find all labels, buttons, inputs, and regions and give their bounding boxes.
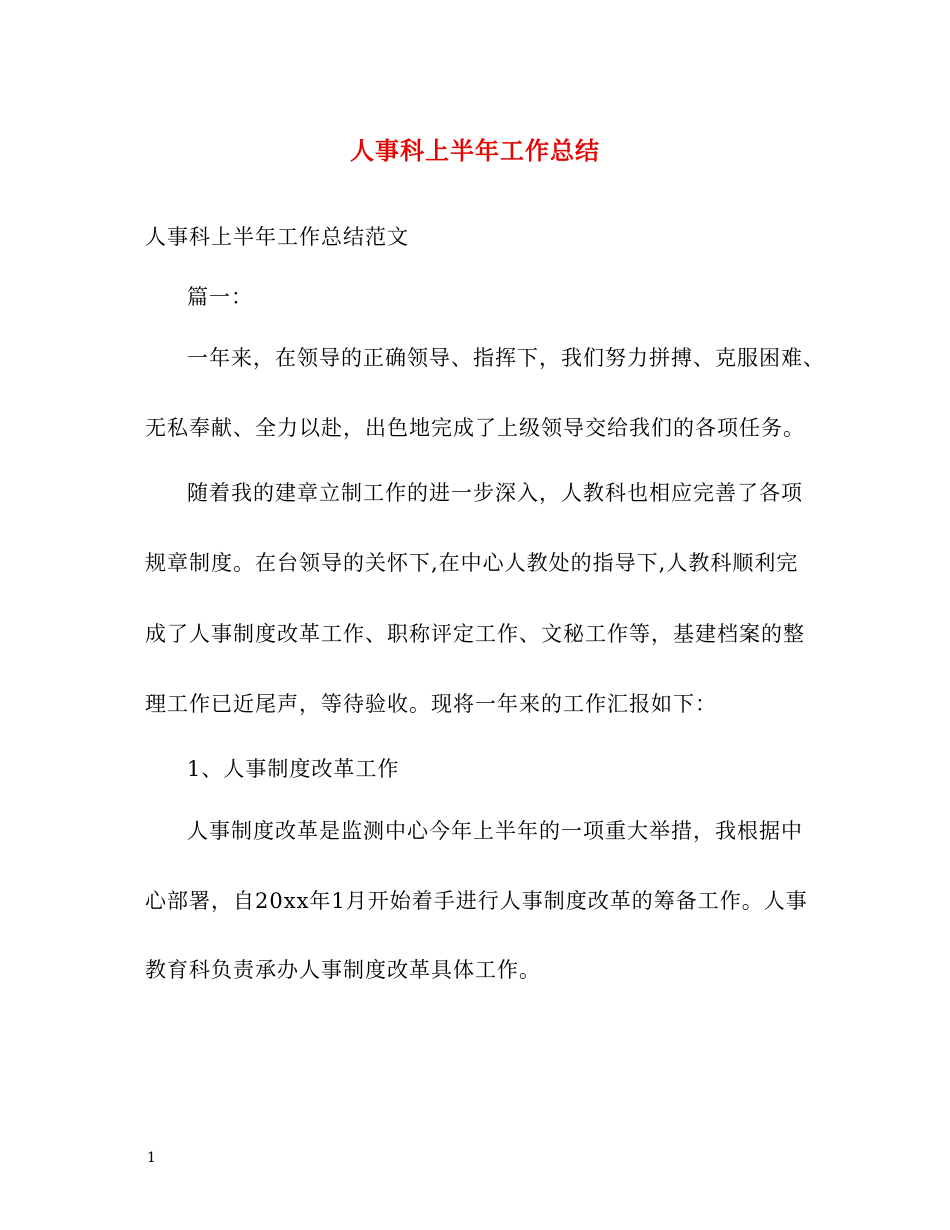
paragraph-line: 人事制度改革是监测中心今年上半年的一项重大举措，我根据中 bbox=[187, 819, 803, 843]
paragraph-line: 随着我的建章立制工作的进一步深入，人教科也相应完善了各项 bbox=[187, 481, 803, 505]
paragraph-line: 无私奉献、全力以赴，出色地完成了上级领导交给我们的各项任务。 bbox=[145, 416, 805, 440]
paragraph-line: 规章制度。在台领导的关怀下,在中心人教处的指导下,人教科顺利完 bbox=[145, 551, 799, 575]
paragraph-line: 理工作已近尾声，等待验收。现将一年来的工作汇报如下： bbox=[145, 692, 717, 716]
subtitle-line: 人事科上半年工作总结范文 bbox=[145, 225, 409, 249]
paragraph-line: 心部署，自20xx年1月开始着手进行人事制度改革的筹备工作。人事 bbox=[145, 889, 808, 913]
section-label: 篇一： bbox=[187, 285, 253, 309]
page-number: 1 bbox=[147, 1150, 156, 1166]
paragraph-line: 一年来，在领导的正确领导、指挥下，我们努力拼搏、克服困难、 bbox=[187, 346, 825, 370]
document-title: 人事科上半年工作总结 bbox=[350, 136, 600, 165]
section-heading: 1、人事制度改革工作 bbox=[187, 757, 400, 781]
paragraph-line: 教育科负责承办人事制度改革具体工作。 bbox=[145, 958, 541, 982]
paragraph-line: 成了人事制度改革工作、职称评定工作、文秘工作等，基建档案的整 bbox=[145, 622, 805, 646]
